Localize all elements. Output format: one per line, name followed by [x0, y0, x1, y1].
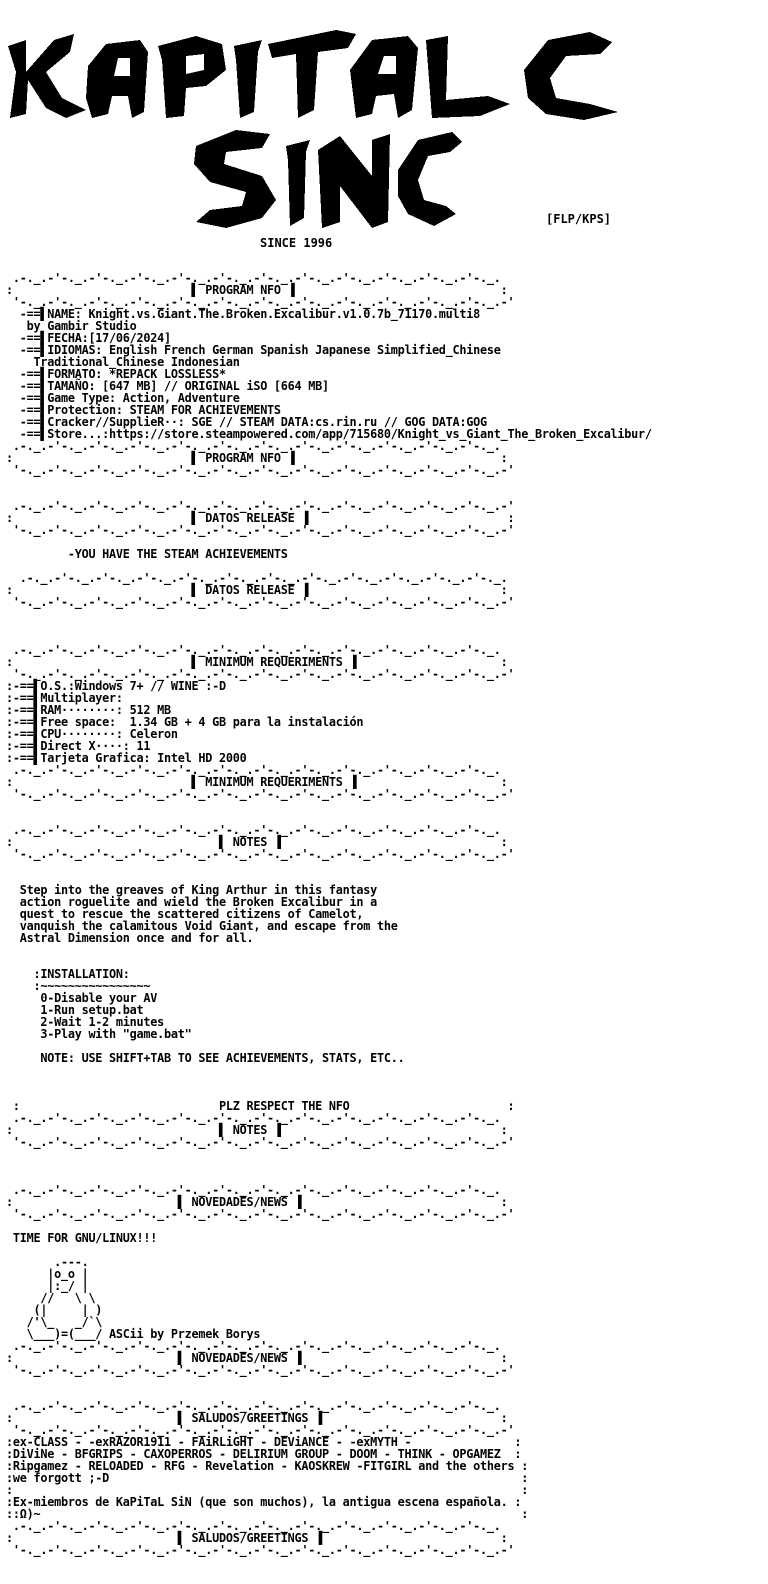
nfo-line: :-==▌Direct X····: 11 — [6, 739, 151, 753]
nfo-line — [6, 620, 652, 632]
nfo-line: NOTE: USE SHIFT+TAB TO SEE ACHIEVEMENTS, STATS, ETC.. — [6, 1051, 405, 1065]
nfo-line: 2-Wait 1-2 minutes — [6, 1015, 165, 1029]
nfo-line: '-._.-'-._.-'-._.-'-._.-'-._.-'-._.-'-._.-'-._.-'-._.-'-._.-'-._.-'-._.-' — [6, 1423, 515, 1437]
nfo-line: quest to rescue the scattered citizens of Camelot, — [6, 907, 364, 921]
nfo-line: .-._.-'-._.-'-._.-'-._.-'-._.-'-._.-'-._.-'-._.-'-._.-'-._.-'-._.-'-._. — [6, 643, 501, 657]
nfo-line: : PLZ RESPECT THE NFO : — [6, 1099, 515, 1113]
nfo-line — [6, 860, 652, 872]
nfo-line: '-._.-'-._.-'-._.-'-._.-'-._.-'-._.-'-._.-'-._.-'-._.-'-._.-'-._.-'-._.-' — [6, 1363, 515, 1377]
nfo-line — [6, 1160, 652, 1172]
nfo-line: by Gambir Studio — [6, 319, 137, 333]
nfo-line: Astral Dimension once and for all. — [6, 931, 254, 945]
nfo-line: '-._.-'-._.-'-._.-'-._.-'-._.-'-._.-'-._.-'-._.-'-._.-'-._.-'-._.-'-._.-' — [6, 1543, 515, 1557]
nfo-line: -==▌IDIOMAS: English French German Spanish Japanese Simplified_Chinese — [6, 343, 501, 357]
release-tag: [FLP/KPS] — [546, 212, 612, 226]
logo-letter-i2 — [286, 140, 310, 226]
nfo-line: -==▌TAMAÑO: [647 MB] // ORIGINAL iSO [664 MB] — [6, 379, 329, 393]
nfo-line: -==▌NAME: Knight.vs.Giant.The.Broken.Excalibur.v1.0.7b_71170.multi8 — [6, 307, 481, 321]
nfo-line: '-._.-'-._.-'-._.-'-._.-'-._.-'-._.-'-._.-'-._.-'-._.-'-._.-'-._.-'-._.-' — [6, 295, 515, 309]
nfo-line: 3-Play with "game.bat" — [6, 1027, 192, 1041]
nfo-line: .-._.-'-._.-'-._.-'-._.-'-._.-'-._.-'-._.-'-._.-'-._.-'-._.-'-._.-'-._. — [6, 823, 501, 837]
nfo-line: .-._.-'-._.-'-._.-'-._.-'-._.-'-._.-'-._.-'-._.-'-._.-'-._.-'-._.-'-._. — [6, 1399, 501, 1413]
nfo-line: -YOU HAVE THE STEAM ACHIEVEMENTS — [6, 547, 288, 561]
nfo-line: : ▌ SALUDOS/GREETINGS ▐ : — [6, 1411, 508, 1425]
nfo-line: '-._.-'-._.-'-._.-'-._.-'-._.-'-._.-'-._.-'-._.-'-._.-'-._.-'-._.-'-._.-' — [6, 595, 515, 609]
nfo-line — [6, 944, 652, 956]
nfo-line — [6, 800, 652, 812]
nfo-line: -==▌FECHA:[17/06/2024] — [6, 331, 171, 345]
nfo-line — [6, 608, 652, 620]
nfo-line: -==▌FORMATO: *REPACK LOSSLESS* — [6, 367, 226, 381]
nfo-line: (| | ) — [6, 1303, 103, 1317]
nfo-line — [6, 476, 652, 488]
nfo-line: vanquish the calamitous Void Giant, and escape from the — [6, 919, 398, 933]
nfo-line: : ▌ PROGRAM NFO ▐ : — [6, 451, 508, 465]
nfo-line: Traditional_Chinese Indonesian — [6, 355, 240, 369]
nfo-line: :-==▌Free space: 1.34 GB + 4 GB para la instalación — [6, 715, 364, 729]
nfo-line: : ▌ MINIMUM REQUERIMENTS ▐ : — [6, 775, 508, 789]
nfo-line: 1-Run setup.bat — [6, 1003, 144, 1017]
nfo-line — [6, 1148, 652, 1160]
group-logo — [0, 0, 768, 260]
nfo-text — [6, 272, 652, 1556]
logo-letter-t — [268, 30, 356, 118]
nfo-line — [6, 1244, 652, 1256]
nfo-line — [6, 1376, 652, 1388]
nfo-line: '-._.-'-._.-'-._.-'-._.-'-._.-'-._.-'-._.-'-._.-'-._.-'-._.-'-._.-'-._.-' — [6, 1207, 515, 1221]
logo-letter-a — [86, 40, 148, 118]
nfo-line: : ▌ NOVEDADES/NEWS ▐ : — [6, 1351, 508, 1365]
logo-letter-i — [234, 40, 262, 118]
logo-letter-a2 — [350, 36, 418, 118]
nfo-line: :-==▌RAM········: 512 MB — [6, 703, 171, 717]
nfo-line: :ex-CLASS - -exRAZOR1911 - FAiRLiGHT - DEViANCE - -exMYTH - : — [6, 1435, 522, 1449]
nfo-line: '-._.-'-._.-'-._.-'-._.-'-._.-'-._.-'-._.-'-._.-'-._.-'-._.-'-._.-'-._.-' — [6, 787, 515, 801]
nfo-line: .-._.-'-._.-'-._.-'-._.-'-._.-'-._.-'-._.-'-._.-'-._.-'-._.-'-._.-'-._. — [6, 763, 501, 777]
nfo-line: -==▌Game Type: Action, Adventure — [6, 391, 240, 405]
nfo-line: :we forgott ;-D : — [6, 1471, 529, 1485]
nfo-line: -==▌Cracker//SupplieR··: SGE // STEAM DATA:cs.rin.ru // GOG DATA:GOG — [6, 415, 487, 429]
nfo-line: :DiViNe - BFGRIPS - CAXOPERROS - DELIRIUM GROUP - DOOM - THINK - OPGAMEZ : — [6, 1447, 522, 1461]
nfo-line: |o_o | — [6, 1267, 89, 1281]
nfo-line: ::Ω)~ : — [6, 1507, 529, 1521]
nfo-line: :~~~~~~~~~~~~~~~~ — [6, 979, 151, 993]
nfo-line: .-._.-'-._.-'-._.-'-._.-'-._.-'-._.-'-._.-'-._.-'-._.-'-._.-'-._.-'-._. — [6, 1111, 501, 1125]
nfo-line: '-._.-'-._.-'-._.-'-._.-'-._.-'-._.-'-._.-'-._.-'-._.-'-._.-'-._.-'-._.-' — [6, 667, 515, 681]
nfo-line — [6, 1076, 652, 1088]
logo-letter-l — [426, 36, 510, 118]
logo-letter-n — [318, 134, 390, 228]
nfo-line: :-==▌O.S.:Windows 7+ // WINE :-D — [6, 679, 226, 693]
nfo-line: .-._.-'-._.-'-._.-'-._.-'-._.-'-._.-'-._.-'-._.-'-._.-'-._.-'-._.-'-._.-' — [6, 499, 515, 513]
nfo-line: :INSTALLATION: — [6, 967, 130, 981]
nfo-line: : : — [6, 1483, 529, 1497]
nfo-line: TIME FOR GNU/LINUX!!! — [6, 1231, 158, 1245]
nfo-line: \___)=(___/ ASCii by Przemek Borys — [6, 1327, 261, 1341]
nfo-line: : ▌ PROGRAM NFO ▐ : — [6, 283, 508, 297]
nfo-line: '-._.-'-._.-'-._.-'-._.-'-._.-'-._.-'-._.-'-._.-'-._.-'-._.-'-._.-'-._.-' — [6, 1135, 515, 1149]
logo-letter-c2 — [398, 132, 462, 226]
logo-letter-s — [194, 130, 276, 228]
nfo-line: : ▌ NOTES ▐ : — [6, 1123, 508, 1137]
nfo-line: :-==▌Tarjeta Grafica: Intel HD 2000 — [6, 751, 247, 765]
nfo-line: 0-Disable your AV — [6, 991, 158, 1005]
nfo-line: : ▌ DATOS RELEASE ▐ : — [6, 511, 515, 525]
nfo-line: -==▌Store...:https://store.steampowered.com/app/715680/Knight_vs_Giant_The_Broken_Excalibur/ — [6, 427, 652, 441]
nfo-line: .-._.-'-._.-'-._.-'-._.-'-._.-'-._.-'-._.-'-._.-'-._.-'-._.-'-._.-'-._. — [6, 1519, 501, 1533]
nfo-line: '-._.-'-._.-'-._.-'-._.-'-._.-'-._.-'-._.-'-._.-'-._.-'-._.-'-._.-'-._.-' — [6, 847, 515, 861]
logo-letter-p — [158, 36, 226, 118]
nfo-line: .-._.-'-._.-'-._.-'-._.-'-._.-'-._.-'-._.-'-._.-'-._.-'-._.-'-._.-'-._. — [6, 271, 501, 285]
nfo-line: .-._.-'-._.-'-._.-'-._.-'-._.-'-._.-'-._.-'-._.-'-._.-'-._.-'-._.-'-._. — [6, 1339, 501, 1353]
nfo-line: .---. — [6, 1255, 89, 1269]
nfo-line: action roguelite and wield the Broken Excalibur in a — [6, 895, 377, 909]
nfo-line: : ▌ MINIMUM REQUERIMENTS ▐ : — [6, 655, 508, 669]
nfo-line — [6, 1064, 652, 1076]
nfo-line: -==▌Protection: STEAM FOR ACHIEVEMENTS — [6, 403, 281, 417]
nfo-line: .-._.-'-._.-'-._.-'-._.-'-._.-'-._.-'-._.-'-._.-'-._.-'-._.-'-._.-'-._. — [6, 571, 508, 585]
nfo-line: : ▌ NOVEDADES/NEWS ▐ : — [6, 1195, 508, 1209]
nfo-line: '-._.-'-._.-'-._.-'-._.-'-._.-'-._.-'-._.-'-._.-'-._.-'-._.-'-._.-'-._.-' — [6, 463, 515, 477]
since-label: SINCE 1996 — [260, 236, 333, 250]
nfo-line: '-._.-'-._.-'-._.-'-._.-'-._.-'-._.-'-._.-'-._.-'-._.-'-._.-'-._.-'-._.-' — [6, 523, 515, 537]
nfo-line: |:_/ | — [6, 1279, 89, 1293]
nfo-line: .-._.-'-._.-'-._.-'-._.-'-._.-'-._.-'-._.-'-._.-'-._.-'-._.-'-._.-'-._. — [6, 1183, 501, 1197]
nfo-line: Step into the greaves of King Arthur in this fantasy — [6, 883, 377, 897]
nfo-line: :Ex-miembros de KaPiTaL SiN (que son muchos), la antigua escena española. : — [6, 1495, 522, 1509]
nfo-line: : ▌ NOTES ▐ : — [6, 835, 508, 849]
logo-letter-k — [8, 34, 86, 118]
logo-letter-c — [524, 32, 618, 120]
nfo-line: : ▌ SALUDOS/GREETINGS ▐ : — [6, 1531, 508, 1545]
nfo-line: :-==▌Multiplayer: — [6, 691, 123, 705]
nfo-line: // \ \ — [6, 1291, 96, 1305]
nfo-line: /'\_ _/`\ — [6, 1315, 103, 1329]
nfo-line: :Ripgamez - RELOADED - RFG - Revelation - KAOSKREW -FITGIRL and the others : — [6, 1459, 529, 1473]
nfo-line: .-._.-'-._.-'-._.-'-._.-'-._.-'-._.-'-._.-'-._.-'-._.-'-._.-'-._.-'-._. — [6, 439, 501, 453]
nfo-line: :-==▌CPU········: Celeron — [6, 727, 178, 741]
nfo-line: : ▌ DATOS RELEASE ▐ : — [6, 583, 508, 597]
